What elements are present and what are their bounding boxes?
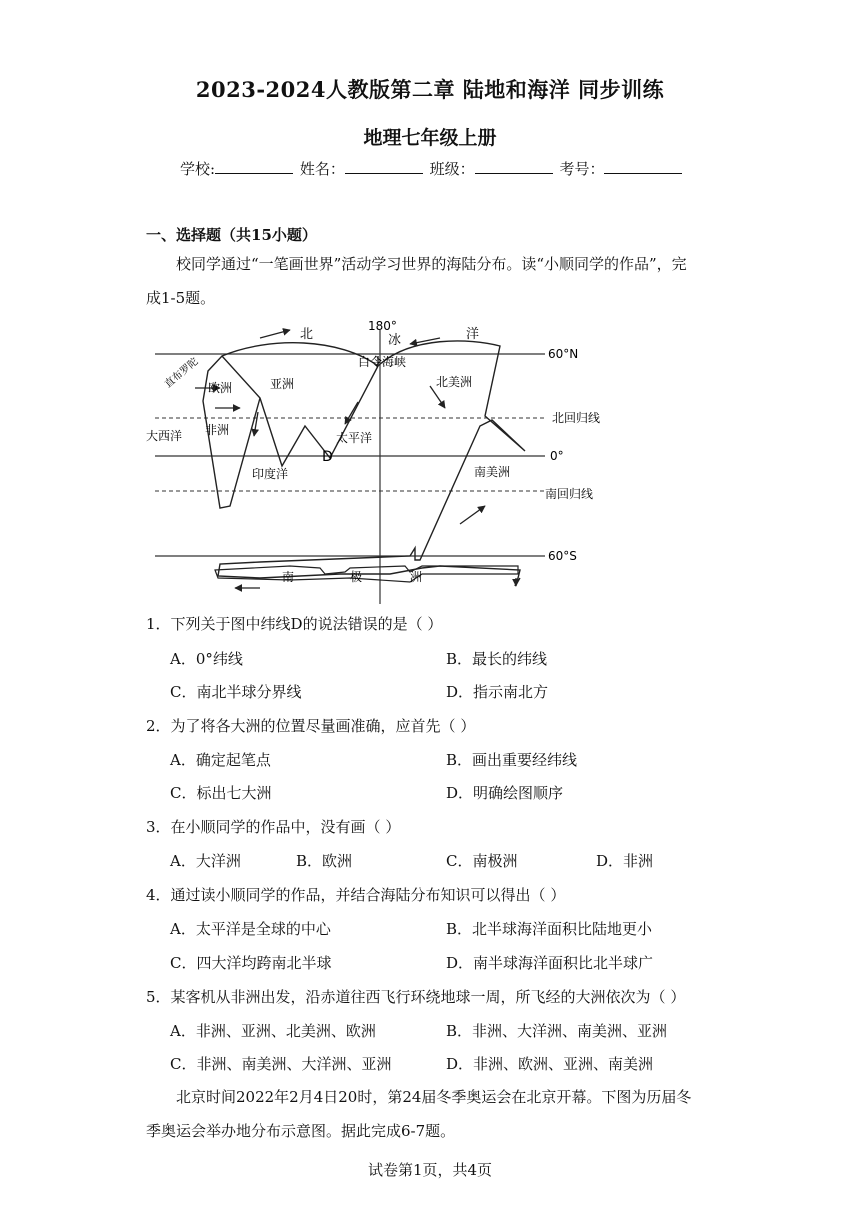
map-label-60s: 60°S	[548, 549, 577, 563]
exam-number-blank	[604, 159, 682, 174]
map-label-zhou: 洲	[410, 570, 423, 584]
intro-paragraph-1	[146, 254, 726, 308]
map-label-south-america: 南美洲	[474, 465, 511, 479]
arrow-north-east	[410, 338, 440, 344]
question-3: 3．在小顺同学的作品中，没有画（ ）	[146, 818, 401, 836]
page-title: 2023-2024人教版第二章 陆地和海洋 同步训练	[195, 77, 665, 102]
map-label-tropic-n: 北回归线	[552, 411, 601, 425]
intro-1-line-1: 校同学通过“一笔画世界”活动学习世界的海陆分布。读“小顺同学的作品”，完	[176, 255, 687, 273]
q1-option-c[interactable]: C．南北半球分界线	[170, 683, 302, 701]
map-label-60n: 60°N	[548, 347, 579, 361]
map-label-north-america: 北美洲	[436, 375, 473, 389]
map-label-bing: 冰	[388, 333, 402, 348]
map-label-tropic-s: 南回归线	[545, 487, 594, 501]
intro-paragraph-2	[146, 1087, 726, 1141]
q5-option-d[interactable]: D．非洲、欧洲、亚洲、南美洲	[446, 1055, 654, 1073]
map-label-yang: 洋	[466, 327, 480, 342]
student-info-row	[180, 158, 684, 179]
q2-option-a[interactable]: A．确定起笔点	[170, 751, 271, 769]
arrow-south-america	[460, 506, 485, 524]
map-label-ji: 极	[350, 570, 363, 584]
arrow-north-west	[260, 330, 290, 338]
q2-option-b[interactable]: B．画出重要经纬线	[446, 751, 578, 769]
arrow-north-america	[430, 386, 445, 408]
map-label-bering: 白令海峡	[358, 355, 407, 369]
school-label: 学校:	[180, 160, 216, 178]
map-label-africa: 非洲	[205, 423, 230, 437]
q1-option-b[interactable]: B．最长的纬线	[446, 650, 548, 668]
page-subtitle: 地理七年级上册	[363, 127, 497, 149]
q3-option-d[interactable]: D．非洲	[596, 852, 654, 870]
q2-option-d[interactable]: D．明确绘图顺序	[446, 784, 564, 802]
map-label-pacific: 太平洋	[336, 431, 373, 445]
map-label-180: 180°	[368, 319, 397, 333]
page-footer: 试卷第1页，共4页	[367, 1161, 493, 1179]
q5-option-c[interactable]: C．非洲、南美洲、大洋洲、亚洲	[170, 1055, 392, 1073]
q1-option-d[interactable]: D．指示南北方	[446, 683, 549, 701]
class-blank	[475, 159, 553, 174]
name-blank	[345, 159, 423, 174]
exam-number-label: 考号：	[559, 160, 605, 178]
q2-option-c[interactable]: C．标出七大洲	[170, 784, 272, 802]
arrow-pacific	[345, 402, 358, 424]
intro-1-line-2: 成1-5题。	[146, 289, 216, 307]
map-label-atlantic: 大西洋	[146, 429, 183, 443]
intro-2-line-2: 季奥运会举办地分布示意图。据此完成6-7题。	[146, 1122, 456, 1140]
map-label-indian: 印度洋	[252, 467, 289, 481]
question-2: 2．为了将各大洲的位置尽量画准确，应首先（ ）	[146, 717, 476, 735]
map-label-nan: 南	[282, 570, 295, 584]
question-5: 5．某客机从非洲出发，沿赤道往西飞行环绕地球一周，所飞经的大洲依次为（ ）	[146, 988, 686, 1006]
class-label: 班级：	[429, 160, 475, 178]
world-sketch-map	[140, 316, 740, 616]
map-label-equator: 0°	[550, 449, 564, 463]
map-label-europe: 欧洲	[208, 381, 233, 395]
q4-option-b[interactable]: B．北半球海洋面积比陆地更小	[446, 920, 653, 938]
map-label-bei: 北	[300, 327, 314, 342]
q1-option-a[interactable]: A．0°纬线	[170, 650, 243, 668]
intro-2-line-1: 北京时间2022年2月4日20时，第24届冬季奥运会在北京开幕。下图为历届冬	[176, 1088, 692, 1106]
map-label-asia: 亚洲	[270, 377, 295, 391]
q5-option-a[interactable]: A．非洲、亚洲、北美洲、欧洲	[170, 1022, 376, 1040]
q4-option-d[interactable]: D．南半球海洋面积比北半球广	[446, 954, 654, 972]
section-title: 一、选择题（共15小题）	[146, 226, 317, 244]
q3-option-c[interactable]: C．南极洲	[446, 852, 518, 870]
map-label-d: D	[322, 449, 333, 465]
name-label: 姓名：	[299, 160, 345, 178]
map-label-gibraltar: 直布罗陀	[162, 356, 201, 391]
q3-option-a[interactable]: A．大洋洲	[170, 852, 241, 870]
q3-option-b[interactable]: B．欧洲	[296, 852, 353, 870]
q4-option-c[interactable]: C．四大洋均跨南北半球	[170, 954, 332, 972]
school-blank	[215, 159, 293, 174]
question-1: 1．下列关于图中纬线D的说法错误的是（ ）	[146, 615, 443, 633]
continent-outline	[203, 341, 525, 586]
q4-option-a[interactable]: A．太平洋是全球的中心	[170, 920, 331, 938]
q5-option-b[interactable]: B．非洲、大洋洲、南美洲、亚洲	[446, 1022, 668, 1040]
question-4: 4．通过读小顺同学的作品，并结合海陆分布知识可以得出（ ）	[146, 886, 566, 904]
